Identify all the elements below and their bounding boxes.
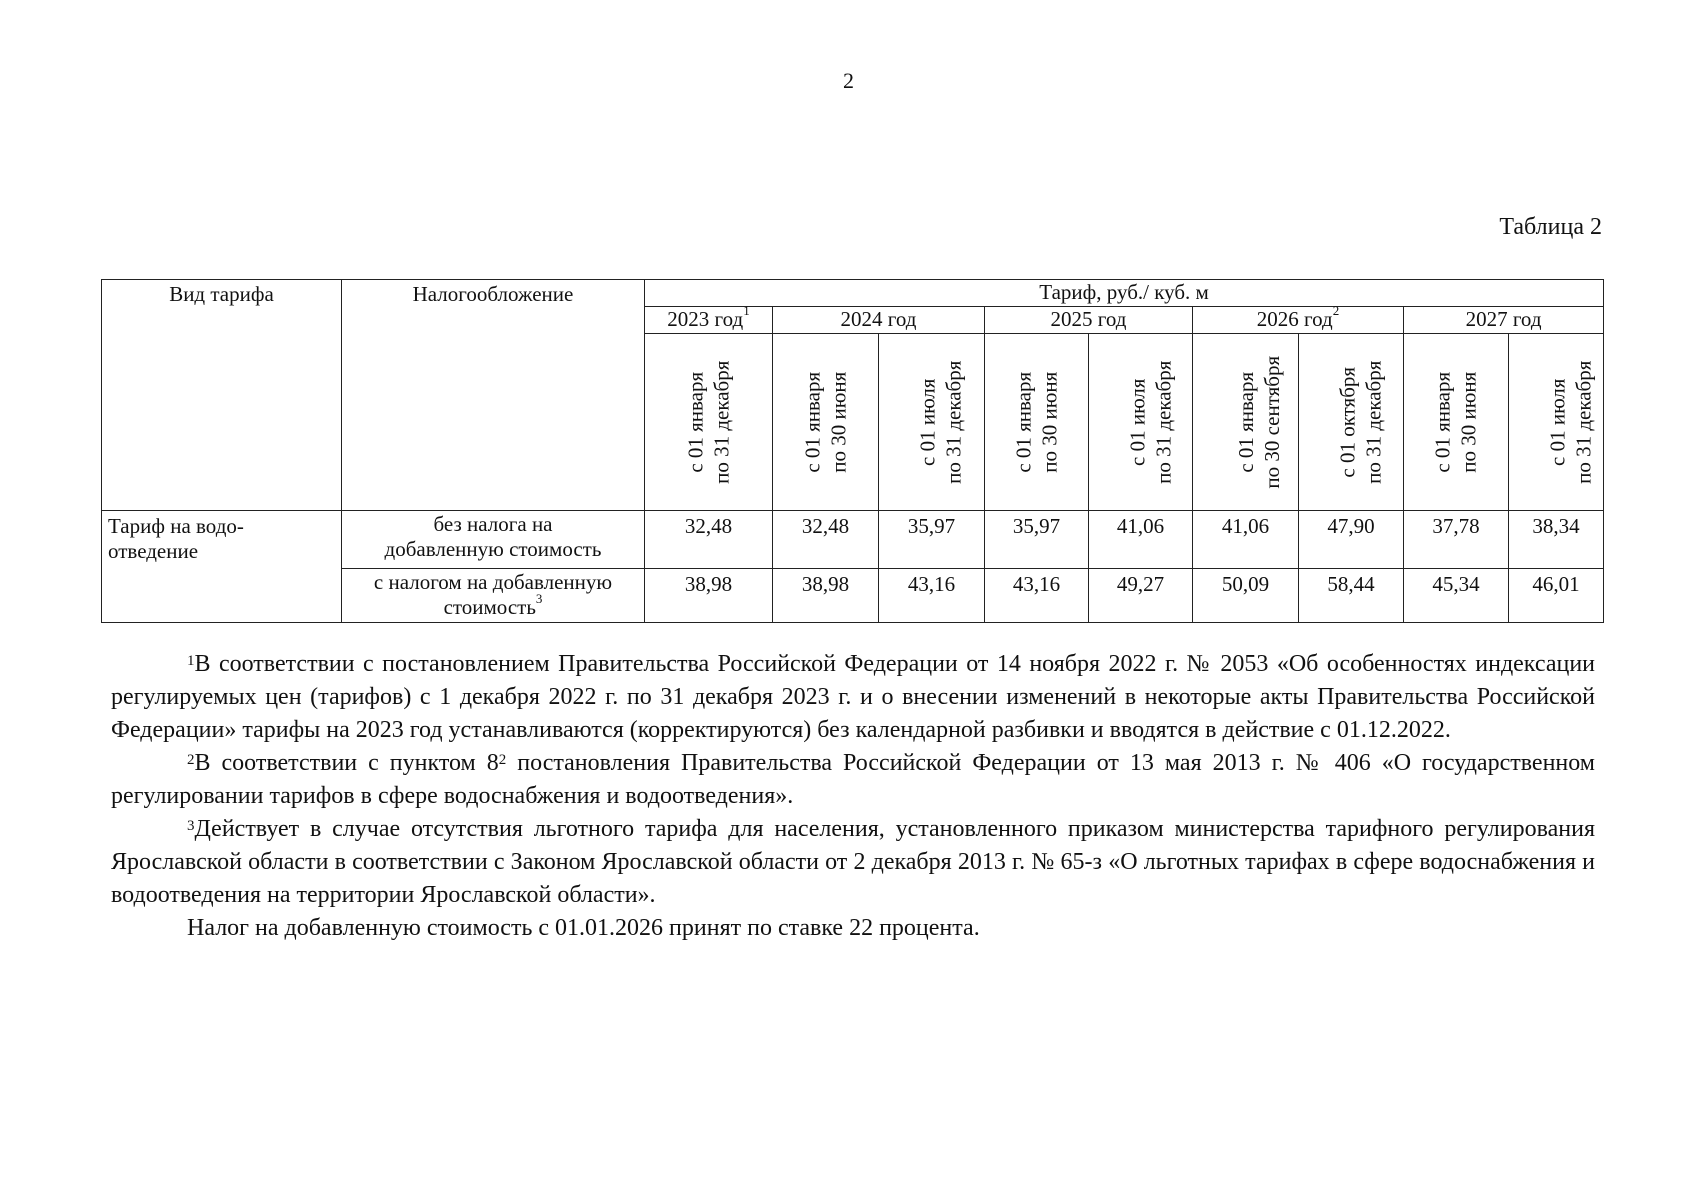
footnote-2: $^2$В соответствии с пунктом 8$^2$ постановления Правительства Российской Федерации от 13 мая 2013 г. № 406 «О государственном регулировании тарифов в сфере водоснабжения и водоотведения». [111, 750, 1595, 809]
tariff-value: 32,48 [773, 511, 879, 569]
period-header: с 01 января по 30 июня [1404, 334, 1509, 511]
header-year-2023: 2023 год$^1$ [645, 307, 773, 334]
tariff-value: 37,78 [1404, 511, 1509, 569]
header-year-2027: 2027 год [1404, 307, 1604, 334]
taxation-with-vat: с налогом на добавленную стоимость$^3$ [342, 569, 645, 623]
header-year-2026: 2026 год$^2$ [1193, 307, 1404, 334]
tariff-value: 45,34 [1404, 569, 1509, 623]
tariff-value: 47,90 [1299, 511, 1404, 569]
tariff-value: 38,98 [773, 569, 879, 623]
footnote-3: $^3$Действует в случае отсутствия льготного тарифа для населения, установленного приказом министерства тарифного регулирования Ярославской области в соответствии с Законом Ярославской области от 2 декабря 2013 г. № 65-з «О льготных тарифах в сфере водоснабжения и водоотведения на территории Ярославской области». [111, 816, 1595, 908]
header-tariff-unit: Тариф, руб./ куб. м [645, 280, 1604, 307]
tariff-value: 50,09 [1193, 569, 1299, 623]
header-year-2025: 2025 год [985, 307, 1193, 334]
tariff-value: 32,48 [645, 511, 773, 569]
footnotes [111, 648, 1595, 945]
period-header: с 01 октября по 31 декабря [1299, 334, 1404, 511]
period-header: с 01 января по 31 декабря [645, 334, 773, 511]
header-taxation: Налогообложение [342, 280, 645, 511]
tariff-value: 43,16 [879, 569, 985, 623]
row-label-wastewater-tariff: Тариф на водо- отведение [102, 511, 342, 623]
table-caption: Таблица 2 [1499, 214, 1602, 240]
period-header: с 01 июля по 31 декабря [1509, 334, 1604, 511]
tariff-value: 46,01 [1509, 569, 1604, 623]
tariff-value: 38,34 [1509, 511, 1604, 569]
footnote-mark: 2 [187, 752, 195, 768]
footnote-mark: 3 [187, 818, 195, 834]
period-header: с 01 июля по 31 декабря [879, 334, 985, 511]
footnote-ref-3: 3 [535, 591, 543, 607]
tariff-value: 35,97 [985, 511, 1089, 569]
tariff-value: 41,06 [1089, 511, 1193, 569]
table-row [102, 511, 1604, 569]
tariff-value: 58,44 [1299, 569, 1404, 623]
page-number: 2 [843, 68, 854, 93]
vat-note: Налог на добавленную стоимость с 01.01.2026 принят по ставке 22 процента. [187, 915, 980, 941]
tariff-table [101, 279, 1604, 623]
footnote-1: $^1$В соответствии с постановлением Правительства Российской Федерации от 14 ноября 2022 г. № 2053 «Об особенностях индексации регулируемых цен (тарифов) с 1 декабря 2022 г. по 31 декабря 2023 г. и о внесении изменений в некоторые акты Правительства Российской Федерации» тарифы на 2023 год устанавливаются (корректируются) без календарной разбивки и вводятся в действие с 01.12.2022. [111, 651, 1595, 743]
tariff-value: 35,97 [879, 511, 985, 569]
tariff-value: 38,98 [645, 569, 773, 623]
header-tariff-type: Вид тарифа [102, 280, 342, 511]
period-header: с 01 января по 30 сентября [1193, 334, 1299, 511]
taxation-without-vat: без налога на добавленную стоимость [342, 511, 645, 569]
footnote-ref-1: 1 [743, 303, 750, 319]
period-header: с 01 января по 30 июня [985, 334, 1089, 511]
footnote-mark: 1 [187, 653, 195, 669]
period-header: с 01 января по 30 июня [773, 334, 879, 511]
header-year-2024: 2024 год [773, 307, 985, 334]
tariff-value: 49,27 [1089, 569, 1193, 623]
footnote-ref-2: 2 [1332, 303, 1340, 319]
tariff-value: 41,06 [1193, 511, 1299, 569]
period-header: с 01 июля по 31 декабря [1089, 334, 1193, 511]
tariff-value: 43,16 [985, 569, 1089, 623]
